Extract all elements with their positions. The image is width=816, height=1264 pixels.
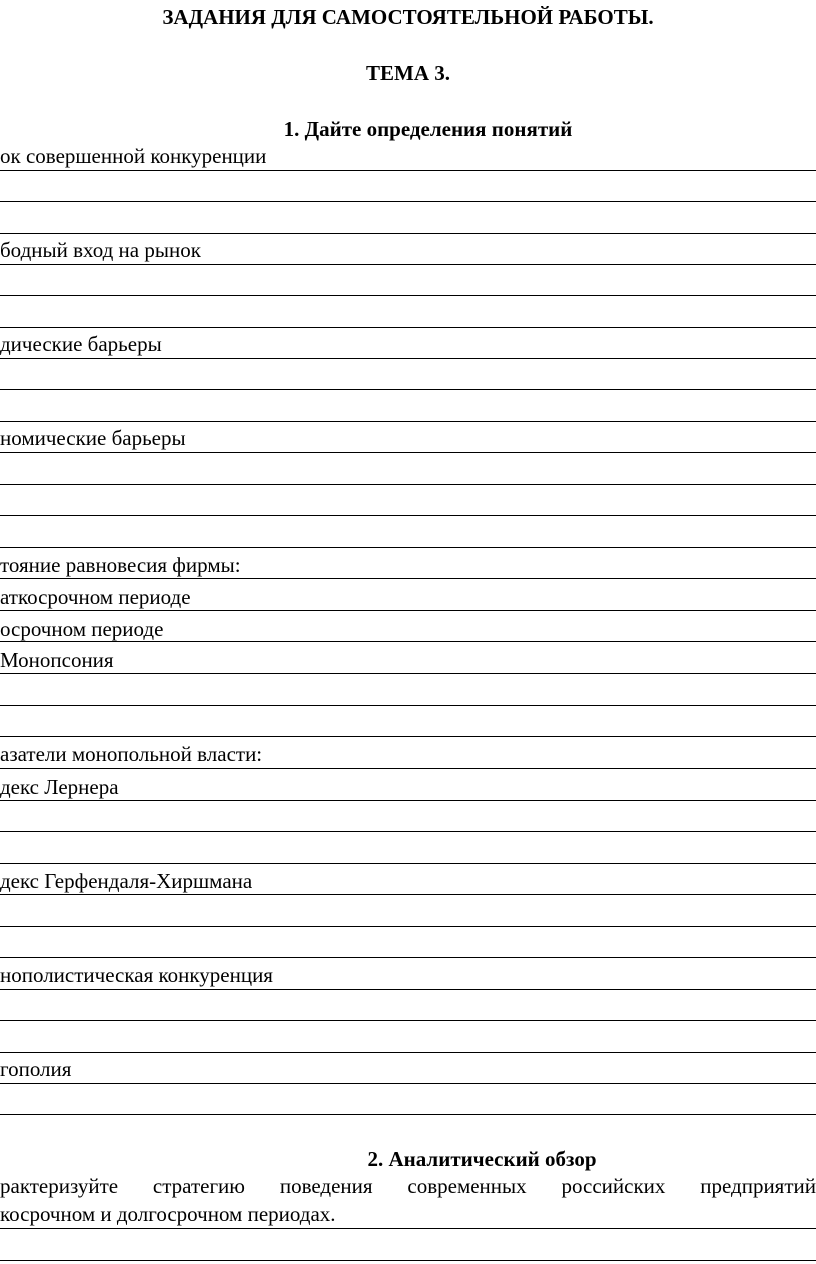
term-legal-barriers: дические барьеры: [0, 332, 162, 356]
term-perfect-competition: ок совершенной конкуренции: [0, 144, 267, 168]
term-short-run: аткосрочном периоде: [0, 585, 191, 609]
answer-line: [0, 610, 816, 611]
answer-line: [0, 389, 816, 390]
answer-line: [0, 641, 816, 642]
page-title: ЗАДАНИЯ ДЛЯ САМОСТОЯТЕЛЬНОЙ РАБОТЫ.: [162, 5, 654, 29]
answer-line: [0, 327, 816, 328]
answer-line: [0, 452, 816, 453]
answer-line: [0, 201, 816, 202]
answer-line: [0, 894, 816, 895]
term-herfindahl-index: декс Герфендаля-Хиршмана: [0, 869, 253, 893]
section-2-task-line-2: косрочном и долгосрочном периодах.: [0, 1202, 336, 1226]
answer-line: [0, 926, 816, 927]
term-oligopoly: гополия: [0, 1057, 72, 1081]
section-2-task-line-1: рактеризуйте стратегию поведения современных российских предприятий: [0, 1174, 816, 1198]
term-free-entry: бодный вход на рынок: [0, 238, 201, 262]
term-lerner-index: декс Лернера: [0, 775, 119, 799]
topic-title: ТЕМА 3.: [366, 61, 450, 85]
term-firm-equilibrium: тояние равновесия фирмы:: [0, 553, 241, 577]
answer-line: [0, 233, 816, 234]
answer-line: [0, 264, 816, 265]
answer-line: [0, 831, 816, 832]
term-monopoly-power-indicators: азатели монопольной власти:: [0, 742, 263, 766]
answer-line: [0, 736, 816, 737]
term-monopolistic-competition: нополистическая конкуренция: [0, 963, 273, 987]
answer-line: [0, 1114, 816, 1115]
answer-line: [0, 170, 816, 171]
answer-line: [0, 358, 816, 359]
term-economic-barriers: номические барьеры: [0, 426, 186, 450]
answer-line: [0, 484, 816, 485]
answer-line: [0, 578, 816, 579]
answer-line: [0, 957, 816, 958]
answer-line: [0, 1228, 816, 1229]
answer-line: [0, 515, 816, 516]
answer-line: [0, 768, 816, 769]
answer-line: [0, 673, 816, 674]
answer-line: [0, 800, 816, 801]
answer-line: [0, 705, 816, 706]
term-monopsony: Монопсония: [0, 648, 114, 672]
answer-line: [0, 421, 816, 422]
answer-line: [0, 547, 816, 548]
section-2-heading: 2. Аналитический обзор: [367, 1147, 597, 1171]
section-1-heading: 1. Дайте определения понятий: [283, 117, 573, 141]
answer-line: [0, 1260, 816, 1261]
answer-line: [0, 989, 816, 990]
answer-line: [0, 295, 816, 296]
answer-line: [0, 1052, 816, 1053]
answer-line: [0, 863, 816, 864]
term-long-run: осрочном периоде: [0, 617, 164, 641]
answer-line: [0, 1083, 816, 1084]
answer-line: [0, 1020, 816, 1021]
